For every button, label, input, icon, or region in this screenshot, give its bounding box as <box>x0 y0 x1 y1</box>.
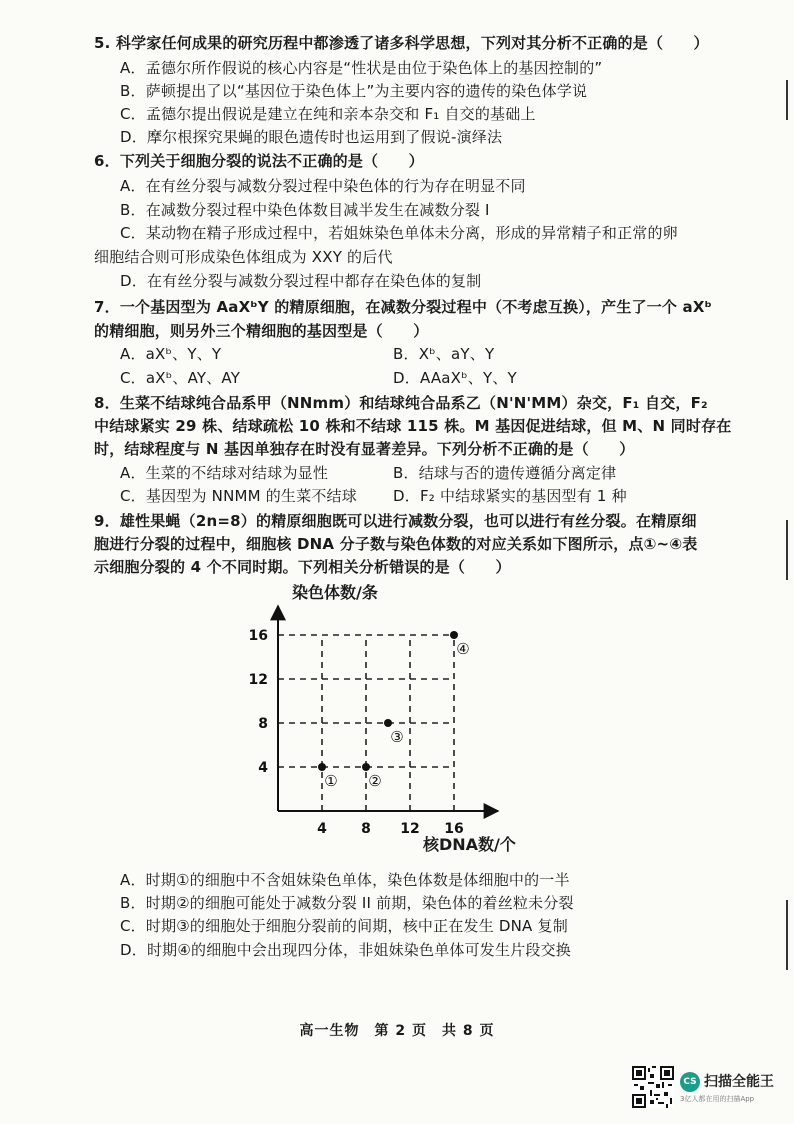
scanner-watermark <box>632 1066 782 1112</box>
chart-y-axis-label: 染色体数/条 <box>292 583 378 602</box>
data-point-3 <box>384 719 392 727</box>
question-8-option-d: D．F₂ 中结球紧实的基因型有 1 种 <box>393 487 627 505</box>
data-point-label-4: ④ <box>456 640 470 658</box>
dna-chromosome-chart <box>240 578 540 868</box>
scan-edge-mark <box>786 900 788 970</box>
chart-tick-labels <box>249 628 464 837</box>
chart-points <box>318 631 470 790</box>
question-7-option-c: C．aXᵇ、AY、AY <box>120 369 241 387</box>
x-tick-label-16: 16 <box>444 821 464 837</box>
question-8-option-c: C．基因型为 NNMM 的生菜不结球 <box>120 487 357 505</box>
question-8-stem: 8．生菜不结球纯合品系甲（NNmm）和结球纯合品系乙（N'N'MM）杂交，F₁ 自交，F₂ <box>94 394 708 412</box>
question-7-option-a: A．aXᵇ、Y、Y <box>120 345 222 363</box>
question-5-stem: 5. 科学家任何成果的研究历程中都渗透了诸多科学思想，下列对其分析不正确的是（ ） <box>94 34 709 52</box>
question-7-option-b: B．Xᵇ、aY、Y <box>393 345 495 363</box>
x-tick-label-4: 4 <box>317 821 327 837</box>
data-point-label-3: ③ <box>390 728 404 746</box>
chart-axes <box>278 606 498 811</box>
question-9-option-d: D．时期④的细胞中会出现四分体，非姐妹染色单体可发生片段交换 <box>120 941 572 959</box>
question-6-option-c-cont: 细胞结合则可形成染色体组成为 XXY 的后代 <box>94 248 393 266</box>
question-8-stem-cont-1: 中结球紧实 29 株、结球疏松 10 株和不结球 115 株。M 基因促进结球，但 M、N 同时存在 <box>94 417 732 435</box>
data-point-label-1: ① <box>324 772 338 790</box>
question-6-option-d: D．在有丝分裂与减数分裂过程中都存在染色体的复制 <box>120 272 482 290</box>
question-5-option-c: C．孟德尔提出假说是建立在纯和亲本杂交和 F₁ 自交的基础上 <box>120 105 536 123</box>
question-9-option-a: A．时期①的细胞中不含姐妹染色单体，染色体数是体细胞中的一半 <box>120 871 570 889</box>
x-tick-label-8: 8 <box>361 821 371 837</box>
qr-code-icon <box>632 1066 674 1108</box>
question-6-option-c: C．某动物在精子形成过程中，若姐妹染色单体未分离，形成的异常精子和正常的卵 <box>120 224 678 242</box>
question-6-option-b: B．在减数分裂过程中染色体数目减半发生在减数分裂 I <box>120 201 490 219</box>
question-7-option-d: D．AAaXᵇ、Y、Y <box>393 369 517 387</box>
scan-edge-mark <box>786 520 788 580</box>
data-point-2 <box>362 763 370 771</box>
question-7-stem: 7．一个基因型为 AaXᵇY 的精原细胞，在减数分裂过程中（不考虑互换），产生了一个 aXᵇ <box>94 298 713 316</box>
y-tick-label-4: 4 <box>258 760 268 776</box>
x-tick-label-12: 12 <box>400 821 420 837</box>
question-9-stem: 9．雄性果蝇（2n=8）的精原细胞既可以进行减数分裂，也可以进行有丝分裂。在精原细 <box>94 512 697 530</box>
question-5-option-b: B．萨顿提出了以“基因位于染色体上”为主要内容的遗传的染色体学说 <box>120 82 588 100</box>
question-6-stem: 6．下列关于细胞分裂的说法不正确的是（ ） <box>94 152 424 170</box>
question-9-option-c: C．时期③的细胞处于细胞分裂前的间期，核中正在发生 DNA 复制 <box>120 917 568 935</box>
chart-grid <box>278 635 454 811</box>
question-9-stem-cont-2: 示细胞分裂的 4 个不同时期。下列相关分析错误的是（ ） <box>94 558 511 576</box>
camscanner-logo-icon: CS <box>680 1072 700 1092</box>
scanner-tagline: 3亿人都在用的扫描App <box>680 1095 755 1103</box>
question-5-option-a: A．孟德尔所作假说的核心内容是“性状是由位于染色体上的基因控制的” <box>120 59 603 77</box>
question-8-option-b: B．结球与否的遗传遵循分离定律 <box>393 464 617 482</box>
y-tick-label-8: 8 <box>258 716 268 732</box>
y-tick-label-16: 16 <box>248 628 268 644</box>
data-point-1 <box>318 763 326 771</box>
question-9-stem-cont-1: 胞进行分裂的过程中，细胞核 DNA 分子数与染色体数的对应关系如下图所示，点①~④表 <box>94 535 698 553</box>
chart-x-axis-label: 核DNA数/个 <box>423 835 516 854</box>
scanner-app-name: 扫描全能王 <box>704 1074 774 1090</box>
page-footer: 高一生物 第 2 页 共 8 页 <box>299 1023 495 1039</box>
data-point-4 <box>450 631 458 639</box>
question-9-option-b: B．时期②的细胞可能处于减数分裂 II 前期，染色体的着丝粒未分裂 <box>120 894 574 912</box>
y-tick-label-12: 12 <box>248 672 268 688</box>
question-7-stem-cont: 的精细胞，则另外三个精细胞的基因型是（ ） <box>94 322 429 340</box>
question-8-stem-cont-2: 时，结球程度与 N 基因单独存在时没有显著差异。下列分析不正确的是（ ） <box>94 440 635 458</box>
question-8-option-a: A．生菜的不结球对结球为显性 <box>120 464 329 482</box>
question-6-option-a: A．在有丝分裂与减数分裂过程中染色体的行为存在明显不同 <box>120 177 526 195</box>
question-5-option-d: D．摩尔根探究果蝇的眼色遗传时也运用到了假说-演绎法 <box>120 128 503 146</box>
data-point-label-2: ② <box>368 772 382 790</box>
scan-edge-mark <box>786 80 788 120</box>
